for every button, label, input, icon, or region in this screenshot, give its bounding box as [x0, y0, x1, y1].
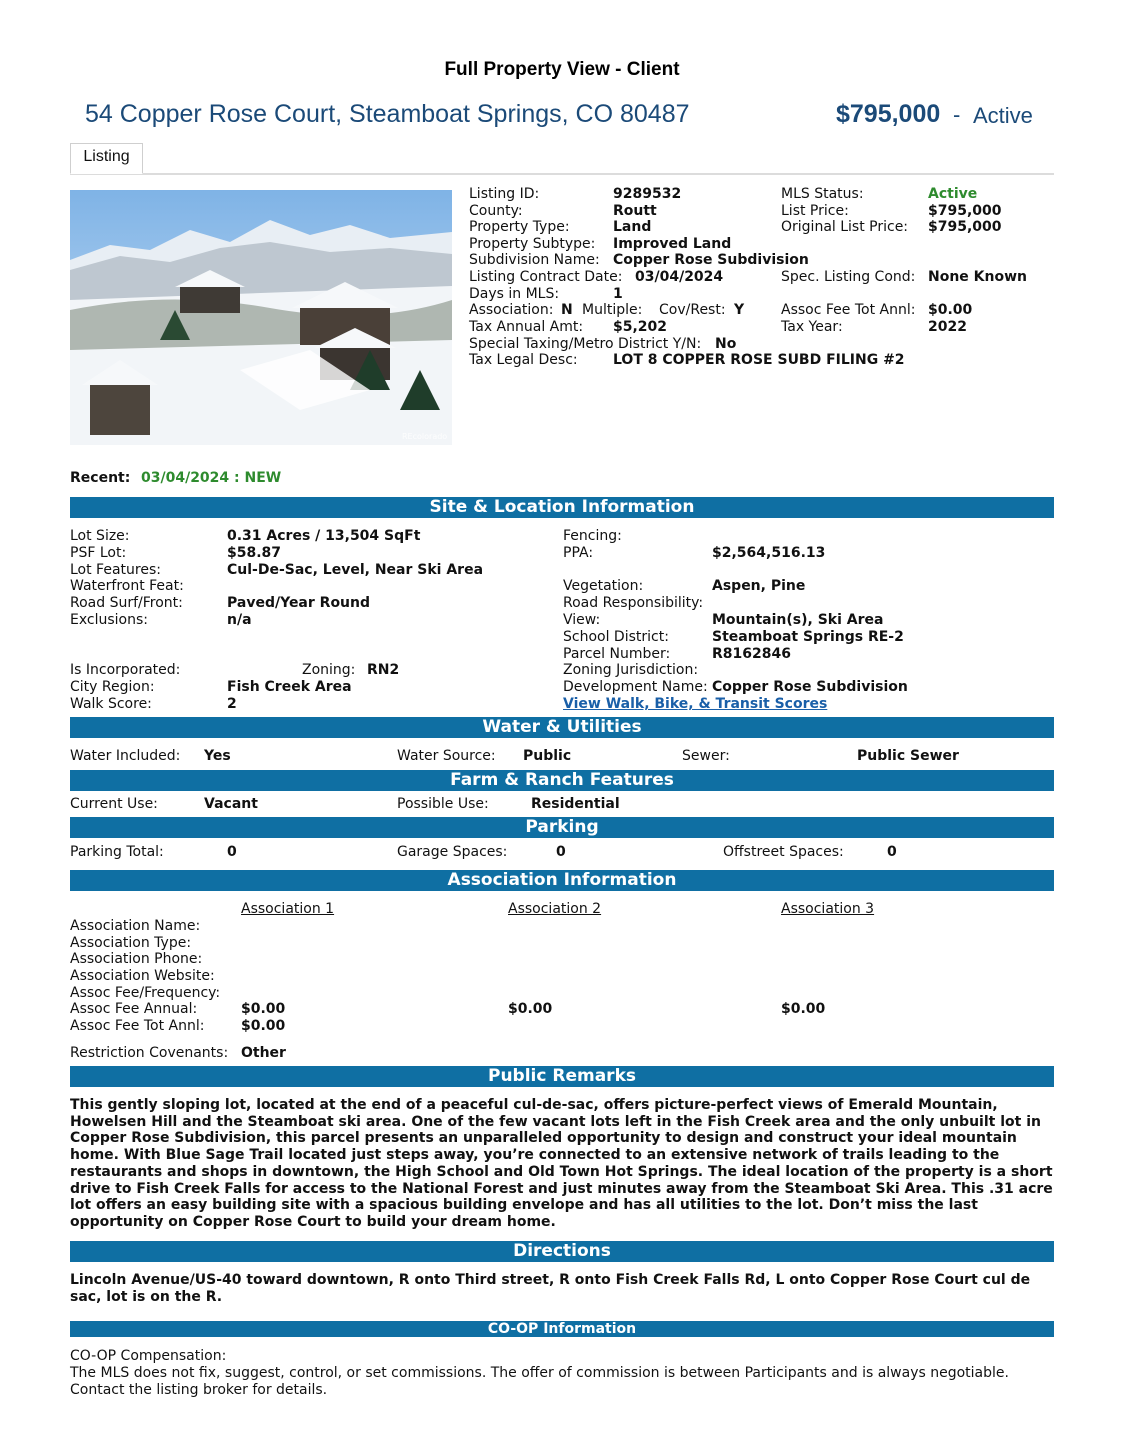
- property-price: $795,000: [836, 100, 941, 128]
- water-included: Yes: [204, 748, 231, 764]
- tax-legal-label: Tax Legal Desc:: [469, 352, 578, 368]
- association-2-heading: Association 2: [508, 901, 602, 917]
- ppa: $2,564,516.13: [712, 545, 826, 561]
- exclusions-label: Exclusions:: [70, 612, 148, 628]
- price-separator: -: [953, 102, 961, 127]
- zoning-label: Zoning:: [302, 662, 356, 678]
- possible-use: Residential: [531, 796, 620, 812]
- recent-value: 03/04/2024 : NEW: [141, 470, 282, 486]
- association-3-heading: Association 3: [781, 901, 875, 917]
- association-name-label: Association Name:: [70, 918, 201, 934]
- fencing-label: Fencing:: [563, 528, 622, 544]
- association-type-label: Association Type:: [70, 935, 192, 951]
- mls-status-label: MLS Status:: [781, 186, 864, 202]
- parking-header: Parking: [70, 817, 1054, 838]
- association-label: Association:: [469, 302, 554, 318]
- incorporated-label: Is Incorporated:: [70, 662, 181, 678]
- coop-label: CO-OP Compensation:: [70, 1348, 227, 1364]
- property-subtype-label: Property Subtype:: [469, 236, 596, 252]
- cov-rest-label: Cov/Rest:: [659, 302, 726, 318]
- development-label: Development Name:: [563, 679, 708, 695]
- current-use-label: Current Use:: [70, 796, 158, 812]
- water-source-label: Water Source:: [397, 748, 496, 764]
- coop-header: CO-OP Information: [70, 1321, 1054, 1337]
- exclusions: n/a: [227, 612, 252, 628]
- property-type: Land: [613, 219, 652, 235]
- zoning: RN2: [367, 662, 400, 678]
- fee-tot-label: Assoc Fee Tot Annl:: [781, 302, 916, 318]
- property-type-label: Property Type:: [469, 219, 570, 235]
- school-label: School District:: [563, 629, 669, 645]
- parcel-label: Parcel Number:: [563, 646, 671, 662]
- list-price: $795,000: [928, 203, 1002, 219]
- county: Routt: [613, 203, 657, 219]
- coop-text: The MLS does not fix, suggest, control, or set commissions. The offer of commission is between Participants and is always negotiable. Contact the listing broker for details.: [70, 1365, 1009, 1398]
- psf-label: PSF Lot:: [70, 545, 127, 561]
- walk-score-link[interactable]: View Walk, Bike, & Transit Scores: [563, 696, 828, 712]
- tax-year: 2022: [928, 319, 967, 335]
- offstreet-spaces-label: Offstreet Spaces:: [723, 844, 844, 860]
- fee-tot: $0.00: [928, 302, 973, 318]
- subdivision: Copper Rose Subdivision: [613, 252, 809, 268]
- sewer: Public Sewer: [857, 748, 959, 764]
- water-source: Public: [523, 748, 572, 764]
- walk-score-label: Walk Score:: [70, 696, 152, 712]
- spec-cond: None Known: [928, 269, 1028, 285]
- contract-date: 03/04/2024: [635, 269, 724, 285]
- directions-header: Directions: [70, 1241, 1054, 1262]
- days-in-mls-label: Days in MLS:: [469, 286, 560, 302]
- recent-label: Recent:: [70, 470, 131, 486]
- association-header: Association Information: [70, 870, 1054, 891]
- parking-total-label: Parking Total:: [70, 844, 164, 860]
- road-responsibility-label: Road Responsibility:: [563, 595, 704, 611]
- parking-total: 0: [227, 844, 237, 860]
- list-price-label: List Price:: [781, 203, 849, 219]
- sewer-label: Sewer:: [682, 748, 730, 764]
- subdivision-label: Subdivision Name:: [469, 252, 600, 268]
- offstreet-spaces: 0: [887, 844, 897, 860]
- tax-amt-label: Tax Annual Amt:: [469, 319, 584, 335]
- special-taxing-label: Special Taxing/Metro District Y/N:: [469, 336, 702, 352]
- cov-rest: Y: [734, 302, 745, 318]
- site-header: Site & Location Information: [70, 497, 1054, 518]
- assoc-fee-tot: $0.00: [241, 1018, 286, 1034]
- school: Steamboat Springs RE-2: [712, 629, 904, 645]
- original-price: $795,000: [928, 219, 1002, 235]
- tab-divider: [70, 173, 1054, 175]
- water-included-label: Water Included:: [70, 748, 181, 764]
- assoc-fee-1: $0.00: [241, 1001, 286, 1017]
- tab-listing[interactable]: Listing: [70, 143, 143, 174]
- ppa-label: PPA:: [563, 545, 594, 561]
- multiple-label: Multiple:: [582, 302, 643, 318]
- farm-header: Farm & Ranch Features: [70, 770, 1054, 791]
- current-use: Vacant: [204, 796, 258, 812]
- waterfront-label: Waterfront Feat:: [70, 578, 184, 594]
- garage-spaces: 0: [556, 844, 566, 860]
- assoc-fee-frequency-label: Assoc Fee/Frequency:: [70, 985, 221, 1001]
- psf: $58.87: [227, 545, 282, 561]
- listing-id-label: Listing ID:: [469, 186, 540, 202]
- property-address: 54 Copper Rose Court, Steamboat Springs, CO 80487: [85, 100, 690, 128]
- assoc-fee-3: $0.00: [781, 1001, 826, 1017]
- listing-id: 9289532: [613, 186, 682, 202]
- tax-legal: LOT 8 COPPER ROSE SUBD FILING #2: [613, 352, 905, 368]
- original-price-label: Original List Price:: [781, 219, 909, 235]
- association-phone-label: Association Phone:: [70, 951, 203, 967]
- walk-score: 2: [227, 696, 237, 712]
- assoc-fee-annual-label: Assoc Fee Annual:: [70, 1001, 198, 1017]
- vegetation: Aspen, Pine: [712, 578, 806, 594]
- city-region: Fish Creek Area: [227, 679, 352, 695]
- lot-size-label: Lot Size:: [70, 528, 130, 544]
- restriction-covenants: Other: [241, 1045, 286, 1061]
- county-label: County:: [469, 203, 523, 219]
- contract-date-label: Listing Contract Date:: [469, 269, 623, 285]
- property-photo: [70, 190, 452, 445]
- association-website-label: Association Website:: [70, 968, 215, 984]
- garage-spaces-label: Garage Spaces:: [397, 844, 508, 860]
- association-1-heading: Association 1: [241, 901, 335, 917]
- road-label: Road Surf/Front:: [70, 595, 183, 611]
- restriction-covenants-label: Restriction Covenants:: [70, 1045, 229, 1061]
- road: Paved/Year Round: [227, 595, 371, 611]
- view: Mountain(s), Ski Area: [712, 612, 884, 628]
- photo-watermark: REcolorado: [402, 432, 448, 441]
- city-region-label: City Region:: [70, 679, 155, 695]
- days-in-mls: 1: [613, 286, 623, 302]
- association: N: [561, 302, 573, 318]
- special-taxing: No: [715, 336, 737, 352]
- spec-cond-label: Spec. Listing Cond:: [781, 269, 916, 285]
- assoc-fee-tot-label: Assoc Fee Tot Annl:: [70, 1018, 205, 1034]
- property-subtype: Improved Land: [613, 236, 732, 252]
- mls-status: Active: [928, 186, 978, 202]
- tax-amt: $5,202: [613, 319, 668, 335]
- directions-text: Lincoln Avenue/US-40 toward downtown, R onto Third street, R onto Fish Creek Falls Rd, L onto Copper Rose Court cul de sac, lot is on the R.: [70, 1272, 1031, 1305]
- remarks-header: Public Remarks: [70, 1066, 1054, 1087]
- public-remarks: This gently sloping lot, located at the end of a peaceful cul-de-sac, offers picture-perfect views of Emerald Mountain, Howelsen Hill and the Steamboat ski area. One of the few vacant lots left in the Fish Creek area and the only unbuilt lot in Copper Rose Subdivision, this parcel presents an unparalleled opportunity to design and construct your ideal mountain home. With Blue Sage Trail located just steps away, you’re connected to an extensive network of trails leading to the restaurants and shops in downtown, the High School and Old Town Hot Springs. The ideal location of the property is a short drive to Fish Creek Falls for access to the National Forest and just minutes away from the Steamboat Ski Area. This .31 acre lot offers an easy building site with a spacious building envelope and has all utilities to the lot. Don’t miss the last opportunity on Copper Rose Court to build your dream home.: [70, 1097, 1053, 1230]
- parcel: R8162846: [712, 646, 791, 662]
- status-heading: Active: [973, 103, 1033, 128]
- lot-features-label: Lot Features:: [70, 562, 161, 578]
- possible-use-label: Possible Use:: [397, 796, 489, 812]
- vegetation-label: Vegetation:: [563, 578, 644, 594]
- water-header: Water & Utilities: [70, 717, 1054, 738]
- assoc-fee-2: $0.00: [508, 1001, 553, 1017]
- lot-size: 0.31 Acres / 13,504 SqFt: [227, 528, 421, 544]
- tax-year-label: Tax Year:: [781, 319, 843, 335]
- development: Copper Rose Subdivision: [712, 679, 908, 695]
- zoning-jurisdiction-label: Zoning Jurisdiction:: [563, 662, 699, 678]
- page-title: Full Property View - Client: [444, 59, 680, 80]
- lot-features: Cul-De-Sac, Level, Near Ski Area: [227, 562, 484, 578]
- view-label: View:: [563, 612, 601, 628]
